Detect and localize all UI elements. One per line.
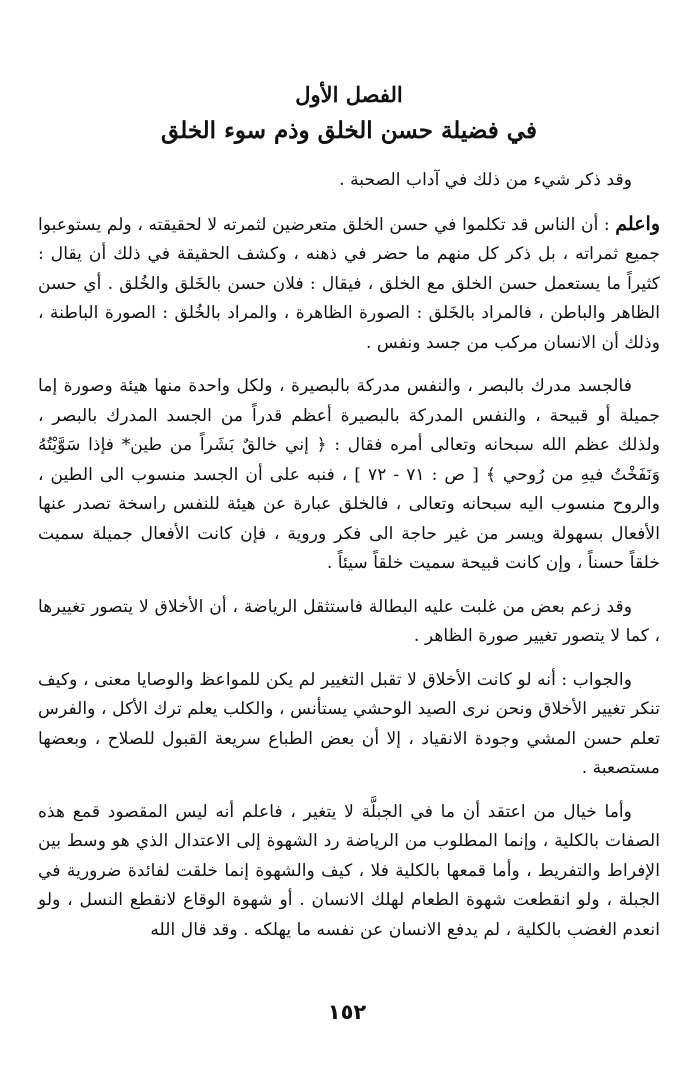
paragraph-1 xyxy=(38,166,660,196)
paragraph-text: وأما خيال من اعتقد أن ما في الجبلَّة لا يتغير ، فاعلم أنه ليس المقصود قمع هذه الصفات بالكلية ، وإنما المطلوب من الرياضة رد الشهوة إلى الاعتدال الذي هو وسط بين الإفراط والتفريط ، وأما قمعها بالكلية فلا ، كيف والشهوة إنما خلقت لفائدة ضرورية في الجبلة ، ولو انقطعت شهوة الطعام لهلك الانسان . أو شهوة الوقاع لانقطع النسل ، ولو انعدم الغضب بالكلية ، لم يدفع الانسان عن نفسه ما يهلكه . وقد قال الله xyxy=(38,801,660,940)
chapter-heading: الفصل الأول xyxy=(295,82,403,107)
paragraph-6 xyxy=(38,798,660,946)
paragraph-text: وقد زعم بعض من غلبت عليه البطالة فاستثقل الرياضة ، أن الأخلاق لا يتصور تغييرها ، كما لا يتصور تغيير صورة الظاهر . xyxy=(38,596,660,646)
paragraph-text: وقد ذكر شيء من ذلك في آداب الصحبة . xyxy=(339,170,632,190)
paragraph-text: : أن الناس قد تكلموا في حسن الخلق متعرضين لثمرته لا لحقيقته ، ولم يستوعبوا جميع ثمراته ، بل ذكر كل منهم ما حضر في ذهنه ، وكشف الحقيقة في ذلك أن يقال : كثيراً ما يستعمل حسن الخلق مع الخلق ، فيقال : فلان حسن بالخَلق والخُلق . أي حسن الظاهر والباطن ، فالمراد بالخَلق : الصورة الظاهرة ، والمراد بالخُلق : الصورة الباطنة ، وذلك أن الانسان مركب من جسد ونفس . xyxy=(38,214,660,353)
paragraph-5 xyxy=(38,666,660,784)
page-number: ١٥٢ xyxy=(327,1000,367,1024)
paragraph-text: والجواب : أنه لو كانت الأخلاق لا تقبل التغيير لم يكن للمواعظ والوصايا معنى ، وكيف تنكر تغيير الأخلاق ونحن نرى الصيد الوحشي يستأنس ، والكلب يعلم ترك الأكل ، والفرس تعلم حسن المشي وجودة الانقياد ، إلا أن بعض الطباع سريعة القبول للصلاح ، وبعضها مستصعبة . xyxy=(38,669,660,778)
paragraph-lead-word: واعلم xyxy=(615,212,660,235)
paragraph-text: فالجسد مدرك بالبصر ، والنفس مدركة بالبصيرة ، ولكل واحدة منها هيئة وصورة إما جميلة أو قبيحة ، والنفس المدركة بالبصيرة أعظم قدراً من الجسد المدرك بالبصر ، ولذلك عظم الله سبحانه وتعالى أمره فقال : ﴿ إني خالقٌ بَشَراً من طين* فإذا سَوَّيْتُهُ وَنَفَخْتُ فيهِ من رُوحي ﴾ [ ص : ٧١ - ٧٢ ] ، فنبه على أن الجسد منسوب الى الطين ، والروح منسوب اليه سبحانه وتعالى ، فالخلق عبارة عن هيئة للنفس راسخة تصدر عنها الأفعال بسهولة ويسر من غير حاجة الى فكر وروية ، فإن كانت الأفعال جميلة سميت خلقاً حسناً ، وإن كانت قبيحة سميت خلقاً سيئاً . xyxy=(38,376,661,573)
paragraph-4 xyxy=(38,593,660,652)
chapter-subtitle: في فضيلة حسن الخلق وذم سوء الخلق xyxy=(161,117,537,144)
book-page xyxy=(38,80,660,959)
paragraph-3 xyxy=(38,372,660,579)
paragraph-2 xyxy=(38,210,660,359)
